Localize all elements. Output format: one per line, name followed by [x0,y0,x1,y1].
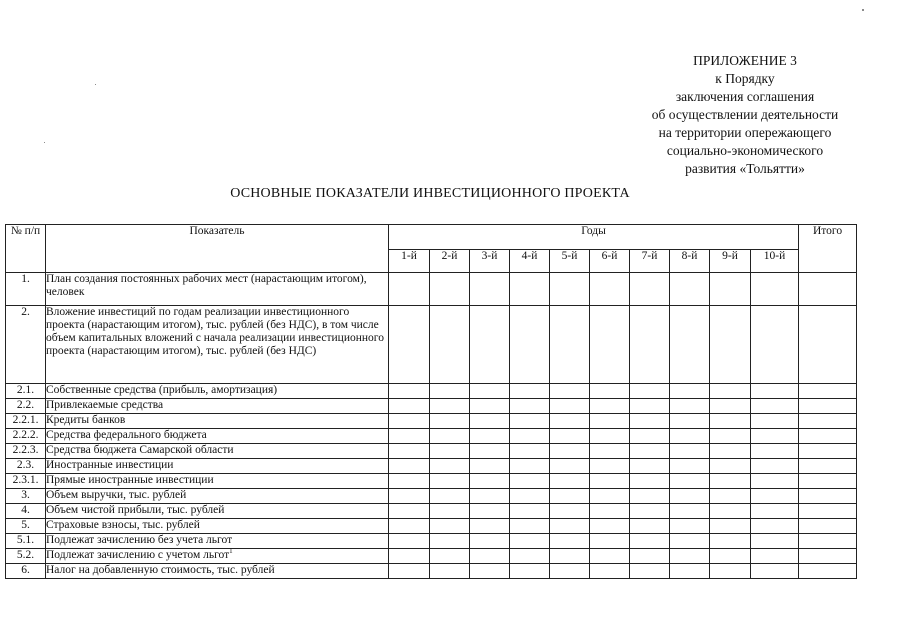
year-value-cell [630,429,670,444]
year-value-cell [710,414,751,429]
year-value-cell [470,564,510,579]
year-value-cell [470,549,510,564]
year-value-cell [710,489,751,504]
row-label-text: Страховые взносы, тыс. рублей [46,519,200,531]
year-value-cell [389,384,430,399]
year-value-cell [510,399,550,414]
footnote-marker: 1 [229,548,233,556]
year-value-cell [590,474,630,489]
header-year: 9-й [710,250,751,273]
year-value-cell [710,306,751,384]
year-value-cell [510,519,550,534]
row-number: 2.3.1. [6,474,46,489]
year-value-cell [550,306,590,384]
year-value-cell [430,444,470,459]
table-row [6,459,857,474]
year-value-cell [550,444,590,459]
year-value-cell [430,474,470,489]
year-value-cell [590,519,630,534]
year-value-cell [710,474,751,489]
year-value-cell [510,564,550,579]
header-year: 10-й [751,250,799,273]
appendix-line: ПРИЛОЖЕНИЕ 3 [693,53,797,68]
year-value-cell [510,459,550,474]
header-indicator: Показатель [46,225,389,273]
year-value-cell [470,384,510,399]
total-value-cell [799,384,857,399]
year-value-cell [590,273,630,306]
year-value-cell [389,549,430,564]
year-value-cell [430,564,470,579]
year-value-cell [670,489,710,504]
total-value-cell [799,534,857,549]
row-label-text: План создания постоянных рабочих мест (нарастающим итогом), человек [46,273,367,298]
year-value-cell [470,474,510,489]
row-label-text: Кредиты банков [46,414,126,426]
table-row [6,564,857,579]
row-label [46,273,389,306]
year-value-cell [630,474,670,489]
scan-speck [44,142,45,143]
year-value-cell [590,459,630,474]
appendix-line: об осуществлении деятельности [651,107,839,122]
year-value-cell [389,519,430,534]
row-number: 6. [6,564,46,579]
year-value-cell [550,414,590,429]
row-label-text: Подлежат зачислению с учетом льгот [46,549,230,561]
row-label [46,489,389,504]
year-value-cell [710,429,751,444]
row-label [46,429,389,444]
row-label [46,504,389,519]
row-number: 2. [6,306,46,384]
year-value-cell [630,306,670,384]
year-value-cell [670,414,710,429]
total-value-cell [799,399,857,414]
year-value-cell [470,429,510,444]
year-value-cell [510,444,550,459]
year-value-cell [470,273,510,306]
row-label-text: Привлекаемые средства [46,399,164,411]
year-value-cell [510,429,550,444]
year-value-cell [670,564,710,579]
year-value-cell [430,489,470,504]
year-value-cell [430,399,470,414]
year-value-cell [670,519,710,534]
year-value-cell [670,549,710,564]
row-label-text: Средства бюджета Самарской области [46,444,234,456]
row-number: 2.2.2. [6,429,46,444]
year-value-cell [389,474,430,489]
total-value-cell [799,273,857,306]
row-label-text: Средства федерального бюджета [46,429,207,441]
total-value-cell [799,444,857,459]
row-label [46,444,389,459]
total-value-cell [799,429,857,444]
year-value-cell [510,534,550,549]
year-value-cell [751,384,799,399]
year-value-cell [389,414,430,429]
year-value-cell [389,564,430,579]
row-label [46,549,389,564]
row-number: 5.2. [6,549,46,564]
row-label [46,534,389,549]
total-value-cell [799,474,857,489]
year-value-cell [470,459,510,474]
total-value-cell [799,306,857,384]
year-value-cell [710,459,751,474]
year-value-cell [470,399,510,414]
year-value-cell [630,489,670,504]
year-value-cell [630,414,670,429]
year-value-cell [590,489,630,504]
appendix-line: заключения соглашения [675,89,815,104]
row-label [46,414,389,429]
table-row [6,549,857,564]
row-label-text: Иностранные инвестиции [46,459,174,471]
header-year: 1-й [389,250,430,273]
indicators-table [5,224,857,579]
total-value-cell [799,564,857,579]
year-value-cell [630,459,670,474]
year-value-cell [710,504,751,519]
appendix-line: развития «Тольятти» [685,161,805,176]
row-number: 1. [6,273,46,306]
year-value-cell [630,564,670,579]
table-row [6,399,857,414]
appendix-line: на территории опережающего [658,125,832,140]
table-body [6,273,857,579]
year-value-cell [670,459,710,474]
year-value-cell [550,399,590,414]
year-value-cell [590,549,630,564]
row-label-text: Вложение инвестиций по годам реализации инвестиционного проекта (нарастающим итогом), тыс. рублей (без НДС), в том числе объем капитальных вложений с начала реализации инвестиционного проекта (нарастающим итогом), тыс. рублей (без НДС) [46,306,384,357]
row-label [46,399,389,414]
row-label [46,459,389,474]
year-value-cell [510,489,550,504]
table-row [6,444,857,459]
row-label-text: Прямые иностранные инвестиции [46,474,214,486]
year-value-cell [710,549,751,564]
row-number: 2.3. [6,459,46,474]
year-value-cell [630,384,670,399]
row-number: 2.2.1. [6,414,46,429]
year-value-cell [751,459,799,474]
year-value-cell [590,564,630,579]
year-value-cell [630,504,670,519]
row-number: 5.1. [6,534,46,549]
year-value-cell [670,384,710,399]
row-number: 2.2.3. [6,444,46,459]
year-value-cell [470,519,510,534]
year-value-cell [670,474,710,489]
row-label-text: Объем выручки, тыс. рублей [46,489,187,501]
header-years-group: Годы [389,225,799,250]
year-value-cell [630,444,670,459]
year-value-cell [389,504,430,519]
header-year: 3-й [470,250,510,273]
year-value-cell [430,306,470,384]
year-value-cell [550,534,590,549]
year-value-cell [430,429,470,444]
row-label [46,474,389,489]
year-value-cell [470,306,510,384]
table-row [6,306,857,384]
year-value-cell [751,414,799,429]
year-value-cell [470,504,510,519]
header-total: Итого [799,225,857,273]
table-row [6,429,857,444]
year-value-cell [751,399,799,414]
row-number: 3. [6,489,46,504]
year-value-cell [710,444,751,459]
year-value-cell [470,444,510,459]
year-value-cell [550,273,590,306]
year-value-cell [670,504,710,519]
total-value-cell [799,504,857,519]
table-row [6,273,857,306]
total-value-cell [799,519,857,534]
table-row [6,474,857,489]
row-label [46,564,389,579]
year-value-cell [510,474,550,489]
row-label [46,384,389,399]
year-value-cell [590,306,630,384]
year-value-cell [710,534,751,549]
year-value-cell [550,504,590,519]
year-value-cell [751,489,799,504]
year-value-cell [751,534,799,549]
year-value-cell [630,534,670,549]
year-value-cell [550,489,590,504]
year-value-cell [590,414,630,429]
table-row [6,519,857,534]
year-value-cell [710,564,751,579]
year-value-cell [590,399,630,414]
row-number: 2.2. [6,399,46,414]
year-value-cell [430,273,470,306]
total-value-cell [799,459,857,474]
year-value-cell [389,444,430,459]
year-value-cell [590,444,630,459]
year-value-cell [630,399,670,414]
year-value-cell [630,519,670,534]
header-num: № п/п [6,225,46,273]
year-value-cell [510,306,550,384]
year-value-cell [550,429,590,444]
year-value-cell [430,519,470,534]
scan-speck [95,84,96,85]
row-number: 5. [6,519,46,534]
year-value-cell [430,414,470,429]
year-value-cell [510,504,550,519]
year-value-cell [430,534,470,549]
year-value-cell [590,384,630,399]
year-value-cell [430,504,470,519]
year-value-cell [670,444,710,459]
row-label [46,519,389,534]
total-value-cell [799,489,857,504]
year-value-cell [751,504,799,519]
row-label-text: Подлежат зачислению без учета льгот [46,534,233,546]
header-year: 6-й [590,250,630,273]
year-value-cell [510,549,550,564]
year-value-cell [389,399,430,414]
appendix-header [600,52,890,178]
year-value-cell [751,474,799,489]
table-row [6,504,857,519]
year-value-cell [470,414,510,429]
year-value-cell [389,534,430,549]
year-value-cell [389,306,430,384]
total-value-cell [799,549,857,564]
year-value-cell [550,519,590,534]
year-value-cell [710,519,751,534]
year-value-cell [389,273,430,306]
row-label-text: Собственные средства (прибыль, амортизация) [46,384,278,396]
year-value-cell [670,534,710,549]
year-value-cell [590,534,630,549]
appendix-line: к Порядку [715,71,775,86]
row-number: 4. [6,504,46,519]
year-value-cell [670,429,710,444]
scan-speck [862,9,864,11]
year-value-cell [670,306,710,384]
total-value-cell [799,414,857,429]
year-value-cell [751,273,799,306]
year-value-cell [670,399,710,414]
year-value-cell [470,489,510,504]
row-label-text: Объем чистой прибыли, тыс. рублей [46,504,225,516]
year-value-cell [751,429,799,444]
year-value-cell [630,549,670,564]
appendix-line: социально-экономического [666,143,824,158]
year-value-cell [510,384,550,399]
year-value-cell [389,429,430,444]
year-value-cell [751,549,799,564]
table-row [6,489,857,504]
year-value-cell [751,444,799,459]
year-value-cell [550,549,590,564]
year-value-cell [430,549,470,564]
header-year: 7-й [630,250,670,273]
year-value-cell [670,273,710,306]
document-title: ОСНОВНЫЕ ПОКАЗАТЕЛИ ИНВЕСТИЦИОННОГО ПРОЕКТА [230,186,630,201]
header-year: 2-й [430,250,470,273]
year-value-cell [430,384,470,399]
year-value-cell [510,273,550,306]
header-year: 8-й [670,250,710,273]
year-value-cell [590,504,630,519]
header-row [6,225,857,250]
table-row [6,414,857,429]
year-value-cell [590,429,630,444]
year-value-cell [751,564,799,579]
year-value-cell [470,534,510,549]
table-row [6,534,857,549]
year-value-cell [751,519,799,534]
year-value-cell [389,489,430,504]
year-value-cell [550,474,590,489]
year-value-cell [430,459,470,474]
year-value-cell [630,273,670,306]
year-value-cell [550,459,590,474]
year-value-cell [550,564,590,579]
year-value-cell [550,384,590,399]
header-year: 5-й [550,250,590,273]
table-row [6,384,857,399]
year-value-cell [510,414,550,429]
year-value-cell [389,459,430,474]
year-value-cell [710,384,751,399]
row-number: 2.1. [6,384,46,399]
year-value-cell [710,399,751,414]
row-label [46,306,389,384]
year-value-cell [751,306,799,384]
header-year: 4-й [510,250,550,273]
year-value-cell [710,273,751,306]
row-label-text: Налог на добавленную стоимость, тыс. рублей [46,564,275,576]
